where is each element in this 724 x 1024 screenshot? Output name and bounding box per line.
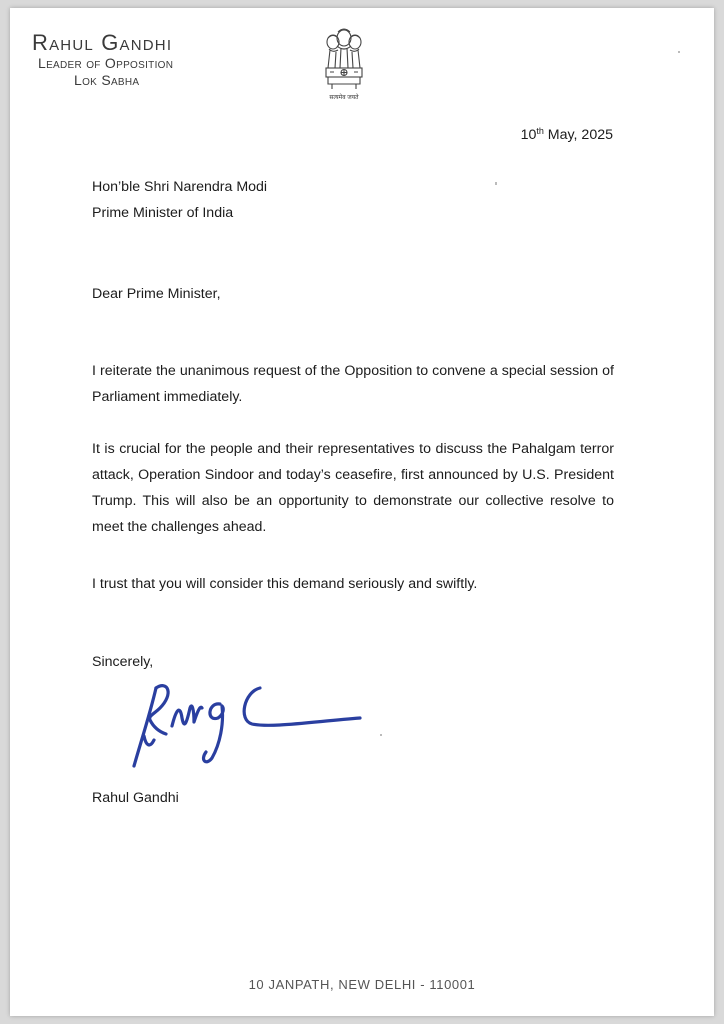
recipient-block: [92, 174, 267, 226]
letter-page: [10, 8, 714, 1016]
letterhead-name: Rahul Gandhi: [32, 30, 173, 55]
paper-speck: [495, 182, 497, 185]
closing: Sincerely,: [92, 654, 154, 670]
recipient-title: Prime Minister of India: [92, 205, 234, 221]
footer-address: 10 JANPATH, NEW DELHI - 110001: [248, 977, 476, 992]
letterhead-title: Leader of Opposition: [38, 55, 174, 71]
letter-date: 10th May, 2025: [520, 126, 613, 143]
signer-name: Rahul Gandhi: [92, 790, 179, 806]
paragraph-3: I trust that you will consider this demand seriously and swiftly.: [92, 576, 478, 592]
paragraph-2: It is crucial for the people and their representatives to discuss the Pahalgam terror attack, Operation Sindoor and today’s ceasefire, first announced by U.S. President Trump. This will also be an opportunity to demonstrate our collective resolve to meet the challenges ahead.: [92, 441, 614, 535]
letterhead-house: Lok Sabha: [74, 72, 140, 88]
paper-speck: [678, 51, 680, 53]
recipient-name: Hon’ble Shri Narendra Modi: [92, 179, 268, 195]
emblem-motto: सत्यमेव जयते: [329, 95, 359, 101]
paper-speck: [380, 734, 382, 736]
paragraph-1: I reiterate the unanimous request of the Opposition to convene a special session of Parliament immediately.: [92, 363, 614, 405]
signature: [120, 674, 370, 774]
salutation: Dear Prime Minister,: [92, 286, 221, 302]
